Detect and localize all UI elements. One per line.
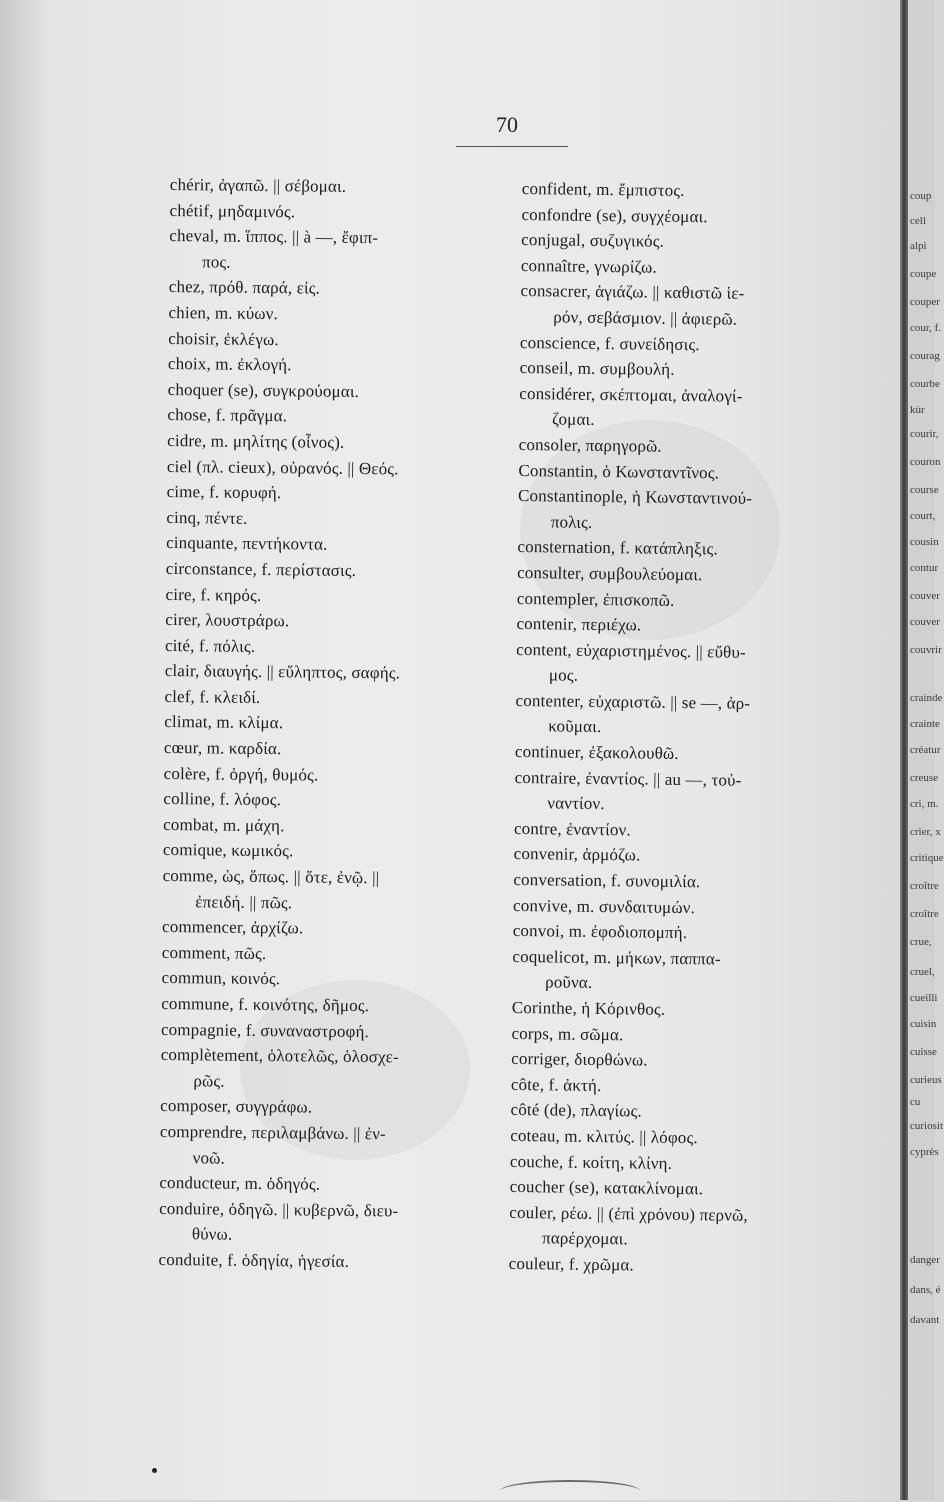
dictionary-column-right — [509, 176, 852, 1280]
facing-page-fragment: dans, é — [910, 1284, 941, 1296]
entry-continuation: ροῦνα. — [545, 972, 593, 993]
entry-continuation: πολις. — [550, 512, 593, 532]
facing-page-fragment: cyprès — [910, 1146, 939, 1158]
dictionary-entry: commune, f. κοινότης, δῆμος. — [161, 993, 370, 1016]
dictionary-entry: convoi, m. ἐφοδιοπομπή. — [512, 921, 688, 943]
dictionary-entry: composer, συγγράφω. — [160, 1096, 313, 1117]
dictionary-entry: comique, κωμικός. — [162, 840, 294, 861]
facing-page-fragment: critique — [910, 852, 944, 864]
facing-page-fragment: cour, f. — [910, 322, 942, 334]
dictionary-entry: conseil, m. συμβουλή. — [519, 358, 675, 380]
dictionary-entry: cidre, m. μηλίτης (οἶνος). — [167, 430, 345, 452]
dictionary-entry: ciel (πλ. cieux), οὐρανός. || Θεός. — [166, 456, 399, 478]
page-number: 70 — [496, 112, 518, 137]
dictionary-entry: cité, f. πόλις. — [164, 635, 256, 656]
entry-continuation: ναντίον. — [547, 793, 605, 814]
facing-page-fragment: curieus — [910, 1074, 942, 1086]
dictionary-entry: cœur, m. καρδία. — [163, 738, 282, 759]
dictionary-entry: consternation, f. κατάπληξις. — [517, 537, 718, 559]
entry-continuation: ρῶς. — [193, 1071, 225, 1091]
dictionary-entry: connaître, γνωρίζω. — [520, 255, 657, 277]
facing-page-fragment: courag — [910, 350, 940, 362]
facing-page-fragment: croître — [910, 908, 939, 920]
facing-page-fragment: cuisse — [910, 1046, 937, 1058]
ink-dot — [152, 1468, 157, 1473]
dictionary-entry: conducteur, m. ὁδηγός. — [159, 1173, 321, 1194]
facing-page-fragment: croître — [910, 880, 939, 892]
dictionary-entry: coucher (se), κατακλίνομαι. — [509, 1177, 704, 1199]
dictionary-entry: Constantinople, ἡ Κωνσταντινού- — [517, 486, 753, 508]
dictionary-entry: couler, ρέω. || (ἐπὶ χρόνου) περνῶ, — [509, 1202, 748, 1225]
header-rule — [456, 146, 568, 147]
dictionary-entry: considérer, σκέπτομαι, ἀναλογί- — [519, 383, 743, 406]
facing-page-fragment: couron — [910, 456, 941, 468]
facing-page-fragment: course — [910, 484, 939, 496]
dictionary-entry: conversation, f. συνομιλία. — [513, 869, 701, 892]
facing-page-fragment: cri, m. — [910, 798, 939, 810]
dictionary-entry: continuer, ἐξακολουθῶ. — [514, 742, 679, 764]
dictionary-entry: commun, κοινός. — [161, 968, 281, 989]
dictionary-entry: contraire, ἐναντίος. || au —, τοὐ- — [514, 767, 742, 790]
facing-page-fragment: danger — [910, 1254, 940, 1266]
facing-page-fragment: crue, — [910, 936, 932, 948]
dictionary-entry: clef, f. κλειδί. — [164, 686, 261, 707]
dictionary-entry: contenir, περιέχω. — [516, 614, 642, 635]
facing-page-fragment: courir, — [910, 428, 939, 440]
entry-continuation: ρόν, σεβάσμιον. || ἀφιερῶ. — [553, 307, 738, 329]
entry-continuation: ἐπειδή. || πῶς. — [195, 891, 293, 912]
facing-page-fragment: couper — [910, 296, 940, 308]
facing-page-fragment: couver — [910, 590, 940, 602]
dictionary-entry: compagnie, f. συναναστροφή. — [160, 1019, 370, 1041]
facing-page-fragment: court, — [910, 510, 936, 522]
dictionary-entry: chose, f. πρᾶγμα. — [167, 405, 288, 426]
facing-page-fragment: crainte — [910, 718, 940, 730]
dictionary-entry: coquelicot, m. μήκων, παππα- — [512, 946, 721, 969]
facing-page-fragment: davant — [910, 1314, 940, 1326]
dictionary-entry: comme, ὡς, ὅπως. || ὅτε, ἐνῷ. || — [162, 865, 380, 888]
dictionary-entry: conjugal, συζυγικός. — [521, 230, 665, 251]
dictionary-entry: consacrer, ἁγιάζω. || καθιστῶ ἱε- — [520, 281, 745, 304]
dictionary-entry: chez, πρόθ. παρά, εἰς. — [168, 277, 321, 298]
facing-page-fragment: couver — [910, 616, 940, 628]
dictionary-entry: conscience, f. συνείδησις. — [519, 332, 700, 354]
dictionary-entry: combat, m. μάχη. — [163, 814, 285, 836]
facing-page-fragment: cell — [910, 215, 926, 227]
facing-page-fragment: cousin — [910, 536, 939, 548]
dictionary-entry: conduite, f. ὁδηγία, ἡγεσία. — [158, 1249, 350, 1271]
facing-page-fragment: cueilli — [910, 992, 938, 1004]
entry-continuation: νοῶ. — [192, 1147, 226, 1168]
dictionary-entry: convive, m. συνδαιτυμών. — [512, 895, 696, 917]
entry-continuation: κοῦμαι. — [548, 716, 602, 737]
facing-page-fragment: crainde — [910, 692, 943, 704]
facing-page-fragment: coup — [910, 190, 932, 202]
dictionary-entry: content, εὐχαριστημένος. || εὔθυ- — [516, 639, 746, 662]
dictionary-entry: cime, f. κορυφή. — [166, 482, 282, 503]
dictionary-entry: corriger, διορθώνω. — [511, 1049, 648, 1070]
dictionary-entry: chérir, ἀγαπῶ. || σέβομαι. — [169, 174, 347, 196]
facing-page-edge — [908, 0, 944, 1500]
dictionary-entry: colère, f. ὀργή, θυμός. — [163, 763, 319, 785]
dictionary-entry: cheval, m. ἵππος. || à —, ἔφιπ- — [169, 226, 379, 248]
dictionary-entry: commencer, ἀρχίζω. — [161, 917, 304, 938]
dictionary-entry: comprendre, περιλαμβάνω. || ἐν- — [159, 1121, 386, 1144]
dictionary-entry: clair, διαυγής. || εὔληπτος, σαφής. — [164, 661, 401, 683]
facing-page-fragment: contur — [910, 562, 939, 574]
dictionary-entry: climat, m. κλίμα. — [164, 712, 284, 733]
entry-continuation: ζομαι. — [551, 409, 595, 430]
dictionary-entry: conduire, ὁδηγῶ. || κυβερνῶ, διευ- — [159, 1198, 399, 1221]
dictionary-entry: choix, m. ἐκλογή. — [167, 354, 292, 375]
facing-page-fragment: créatur — [910, 744, 941, 756]
facing-page-fragment: cruel, — [910, 966, 935, 978]
dictionary-entry: confondre (se), συγχέομαι. — [521, 204, 708, 226]
dictionary-entry: colline, f. λόφος. — [163, 789, 282, 810]
facing-page-fragment: coupe — [910, 268, 937, 280]
dictionary-entry: corps, m. σῶμα. — [511, 1023, 624, 1044]
dictionary-entry: choisir, ἐκλέγω. — [168, 328, 279, 349]
dictionary-entry: complètement, ὁλοτελῶς, ὁλοσχε- — [160, 1045, 399, 1067]
dictionary-entry: couleur, f. χρῶμα. — [508, 1253, 634, 1275]
dictionary-entry: confident, m. ἔμπιστος. — [521, 178, 685, 200]
dictionary-entry: couche, f. κοίτη, κλίνη. — [509, 1151, 673, 1173]
dictionary-entry: consoler, παρηγορῶ. — [518, 434, 662, 456]
entry-continuation: μος. — [548, 665, 579, 686]
dictionary-entry: côte, f. ἀκτή. — [510, 1074, 602, 1095]
dictionary-entry: contempler, ἐπισκοπῶ. — [516, 588, 675, 610]
dictionary-entry: cinquante, πεντήκοντα. — [166, 533, 328, 554]
entry-continuation: θύνω. — [191, 1224, 233, 1245]
facing-page-fragment: cu — [910, 1096, 921, 1108]
handwritten-scrawl — [500, 1480, 640, 1502]
dictionary-entry: cire, f. κηρός. — [165, 584, 262, 605]
facing-page-fragment: creuse — [910, 772, 939, 784]
entry-continuation: παρέρχομαι. — [541, 1228, 628, 1249]
facing-page-fragment: courbe — [910, 378, 940, 390]
dictionary-entry: choquer (se), συγκρούομαι. — [167, 379, 360, 401]
dictionary-entry: cirer, λουστράρω. — [165, 610, 290, 631]
facing-page-fragment: cuisin — [910, 1018, 937, 1030]
dictionary-entry: cinq, πέντε. — [166, 507, 248, 528]
dictionary-column-left — [158, 172, 500, 1276]
dictionary-entry: contre, ἐναντίον. — [513, 818, 631, 840]
dictionary-entry: consulter, συμβουλεύομαι. — [517, 562, 703, 585]
dictionary-entry: comment, πῶς. — [161, 942, 267, 963]
dictionary-entry: contenter, εὐχαριστῶ. || se —, ἀρ- — [515, 690, 751, 713]
dictionary-entry: chétif, μηδαμινός. — [169, 200, 296, 221]
dictionary-entry: chien, m. κύων. — [168, 302, 279, 324]
dictionary-entry: côté (de), πλαγίως. — [510, 1100, 642, 1121]
entry-continuation: πος. — [201, 252, 231, 272]
dictionary-entry: circonstance, f. περίστασις. — [165, 558, 357, 580]
facing-page-fragment: alpi — [910, 240, 927, 252]
facing-page-fragment: curiosit — [910, 1120, 943, 1132]
dictionary-entry: Constantin, ὁ Κωνσταντῖνος. — [518, 460, 720, 482]
facing-page-fragment: crier, x — [910, 826, 941, 838]
dictionary-entry: Corinthe, ἡ Κόρινθος. — [511, 997, 666, 1019]
dictionary-entry: coteau, m. κλιτύς. || λόφος. — [510, 1125, 698, 1148]
facing-page-fragment: kùr — [910, 404, 925, 416]
facing-page-fragment: couvrir — [910, 644, 942, 656]
binding-gutter — [900, 0, 908, 1500]
dictionary-entry: convenir, ἁρμόζω. — [513, 844, 641, 865]
